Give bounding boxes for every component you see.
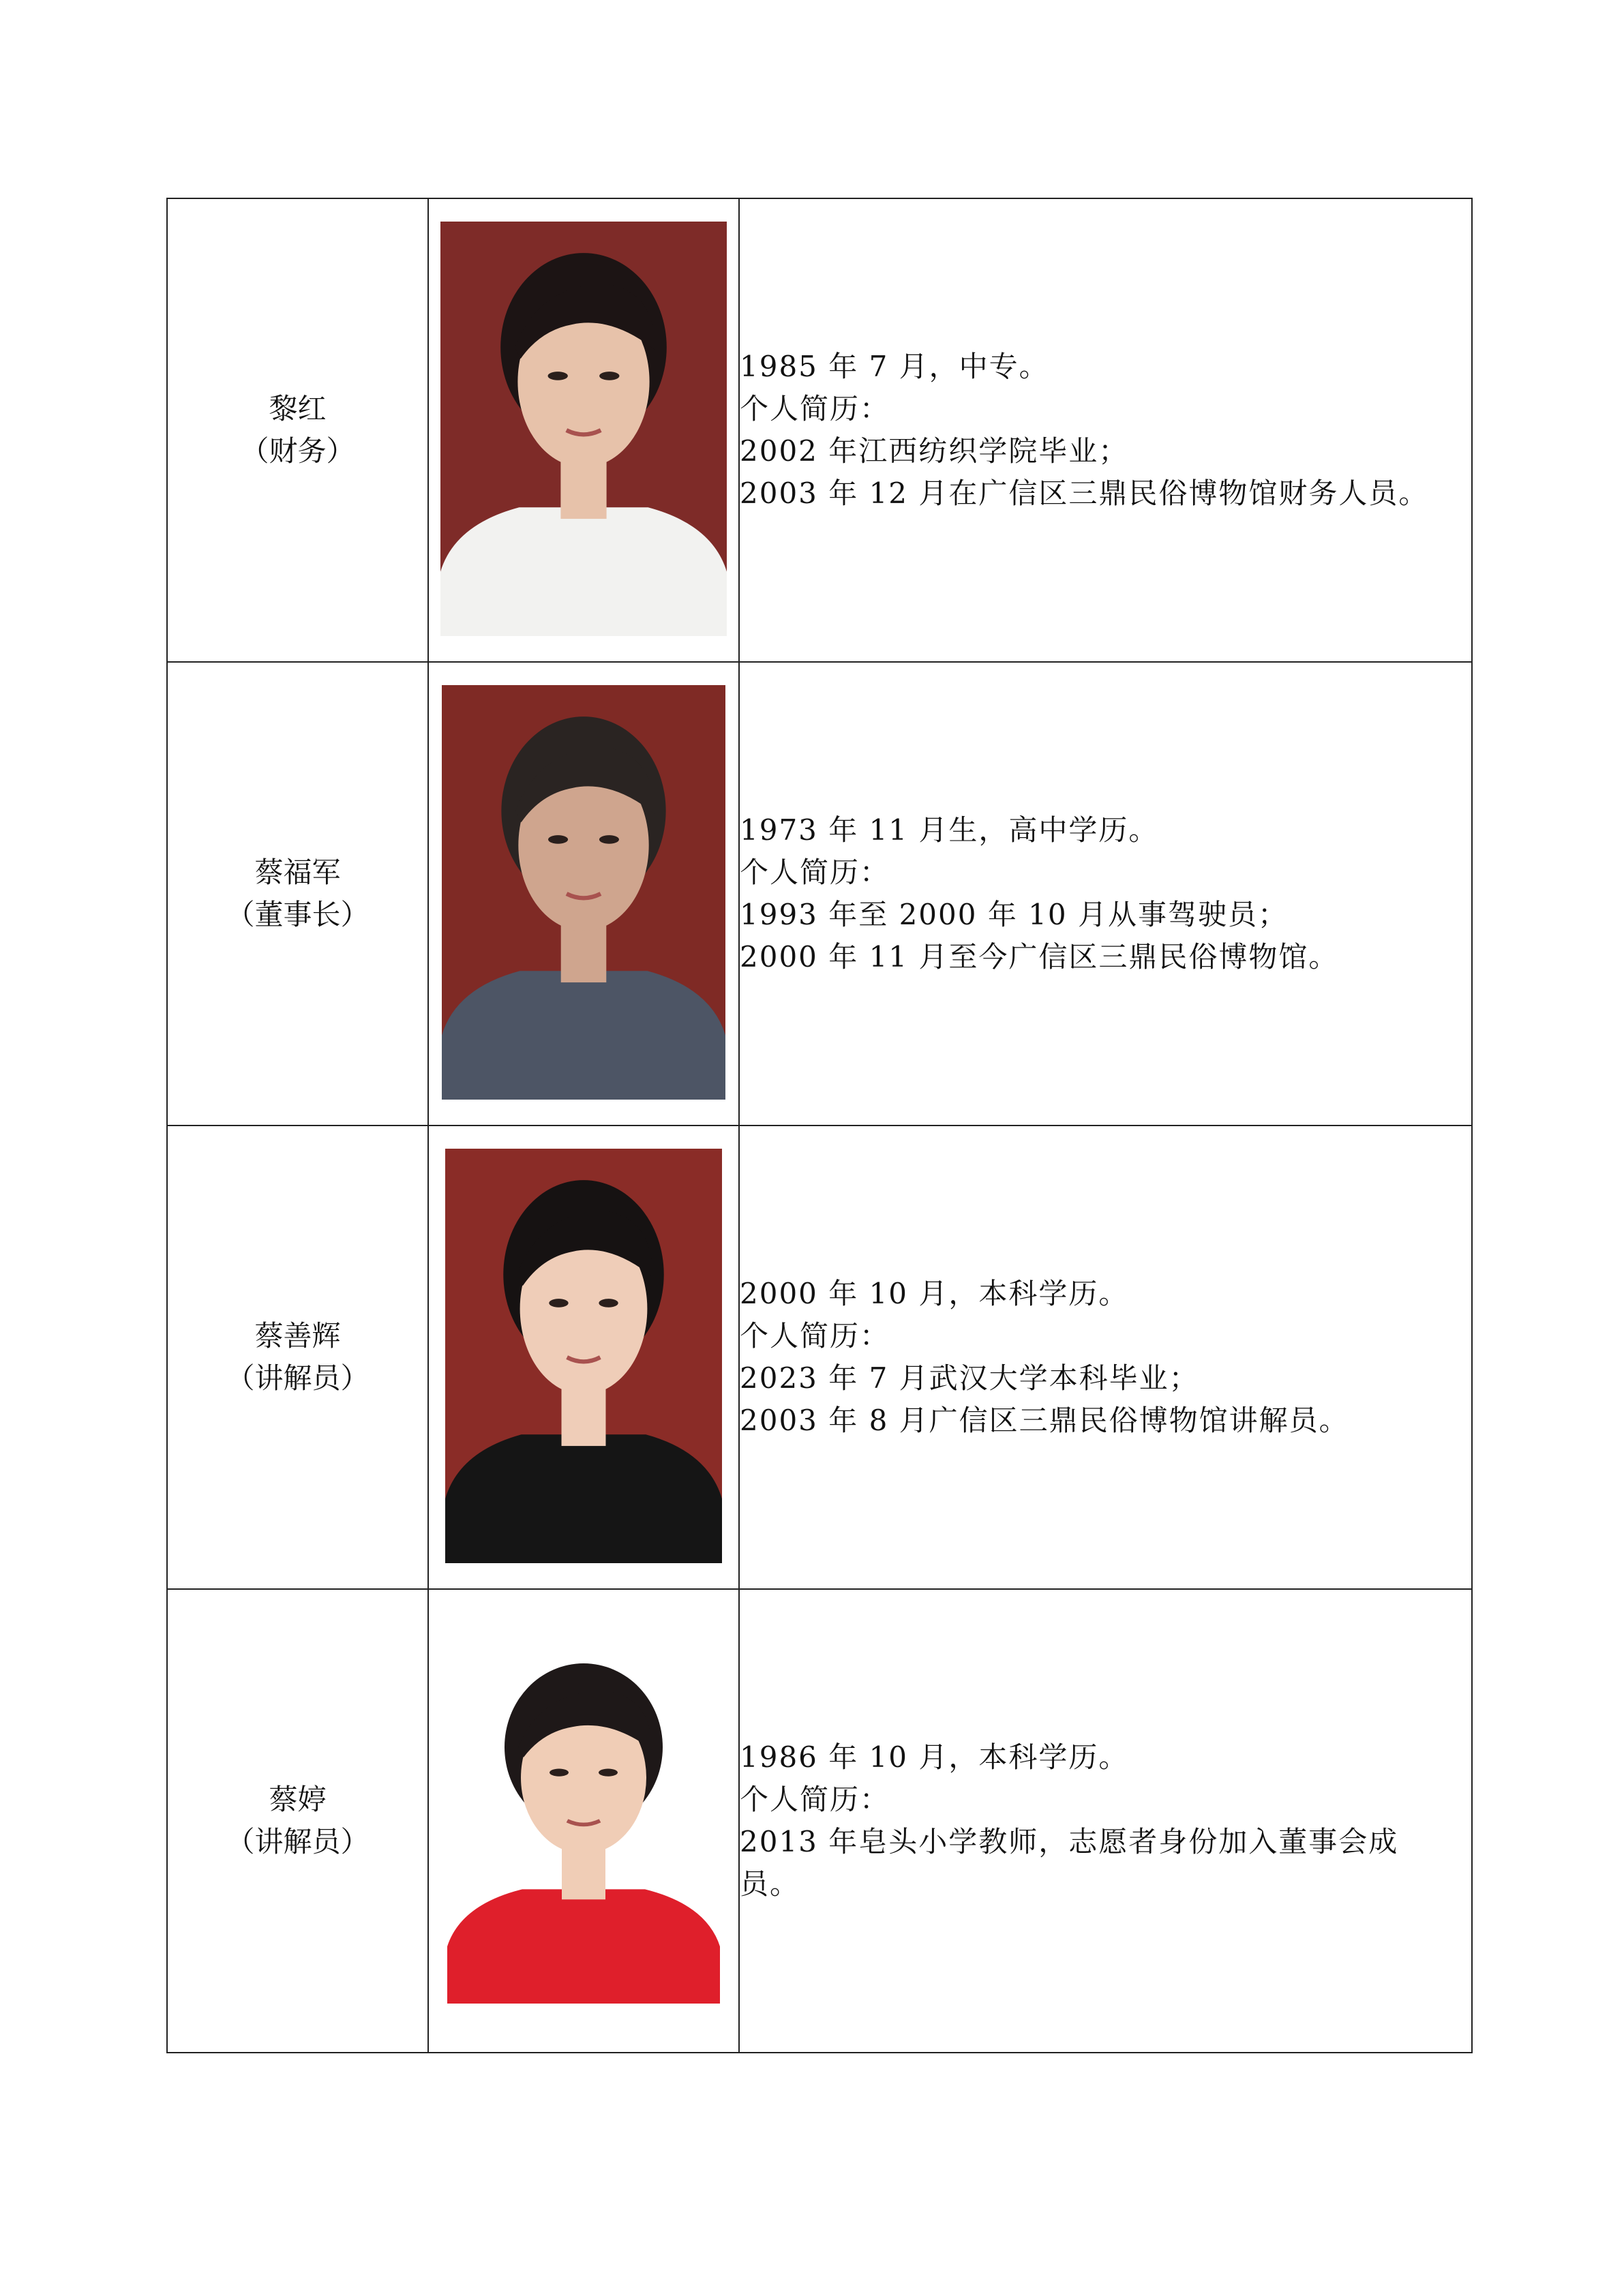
- bio-line: 2002 年江西纺织学院毕业；: [740, 434, 1129, 468]
- name-cell: [167, 1589, 428, 2053]
- bio-line: 个人简历：: [740, 856, 890, 889]
- photo-cell: [428, 198, 739, 662]
- portrait-graphic: [442, 685, 725, 1100]
- name-cell: [167, 662, 428, 1126]
- bio-line: 个人简历：: [740, 392, 890, 425]
- bio-line: 2023 年 7 月武汉大学本科毕业；: [740, 1361, 1199, 1395]
- bio-line: 2000 年 11 月至今广信区三鼎民俗博物馆。: [740, 940, 1339, 973]
- bio-cell: [739, 662, 1472, 1126]
- staff-row: [167, 1589, 1472, 2053]
- bio-line: 个人简历：: [740, 1319, 890, 1353]
- person-role: （财务）: [240, 434, 355, 468]
- name-cell: [167, 1126, 428, 1589]
- person-role: （讲解员）: [226, 1825, 370, 1858]
- bio-line: 1986 年 10 月，本科学历。: [740, 1740, 1129, 1774]
- bio-line: 个人简历：: [740, 1783, 890, 1816]
- staff-row: [167, 198, 1472, 662]
- person-name: 蔡婷: [269, 1783, 327, 1816]
- bio-line: 2003 年 12 月在广信区三鼎民俗博物馆财务人员。: [740, 477, 1429, 510]
- bio-cell: [739, 198, 1472, 662]
- person-name: 黎红: [269, 392, 327, 425]
- bio-line: 1973 年 11 月生，高中学历。: [740, 813, 1159, 847]
- portrait-photo: [442, 685, 725, 1100]
- person-name: 蔡福军: [254, 856, 341, 889]
- bio-line: 2013 年皂头小学教师，志愿者身份加入董事会成: [740, 1825, 1399, 1858]
- photo-cell: [428, 1126, 739, 1589]
- bio-line: 1993 年至 2000 年 10 月从事驾驶员；: [740, 898, 1288, 931]
- portrait-graphic: [440, 222, 727, 636]
- bio-line: 1985 年 7 月，中专。: [740, 350, 1049, 383]
- staff-row: [167, 1126, 1472, 1589]
- staff-row: [167, 662, 1472, 1126]
- person-name: 蔡善辉: [254, 1319, 341, 1353]
- bio-line: 2003 年 8 月广信区三鼎民俗博物馆讲解员。: [740, 1404, 1349, 1437]
- portrait-photo: [445, 1149, 722, 1563]
- bio-cell: [739, 1126, 1472, 1589]
- staff-table: [166, 198, 1473, 2053]
- portrait-photo: [440, 222, 727, 636]
- portrait-photo: [447, 1635, 720, 2004]
- portrait-graphic: [445, 1149, 722, 1563]
- person-role: （讲解员）: [226, 1361, 370, 1395]
- name-cell: [167, 198, 428, 662]
- bio-cell: [739, 1589, 1472, 2053]
- photo-cell: [428, 662, 739, 1126]
- portrait-graphic: [447, 1635, 720, 2004]
- person-role: （董事长）: [226, 898, 370, 931]
- bio-line: 员。: [740, 1867, 800, 1901]
- bio-line: 2000 年 10 月，本科学历。: [740, 1277, 1129, 1310]
- photo-cell: [428, 1589, 739, 2053]
